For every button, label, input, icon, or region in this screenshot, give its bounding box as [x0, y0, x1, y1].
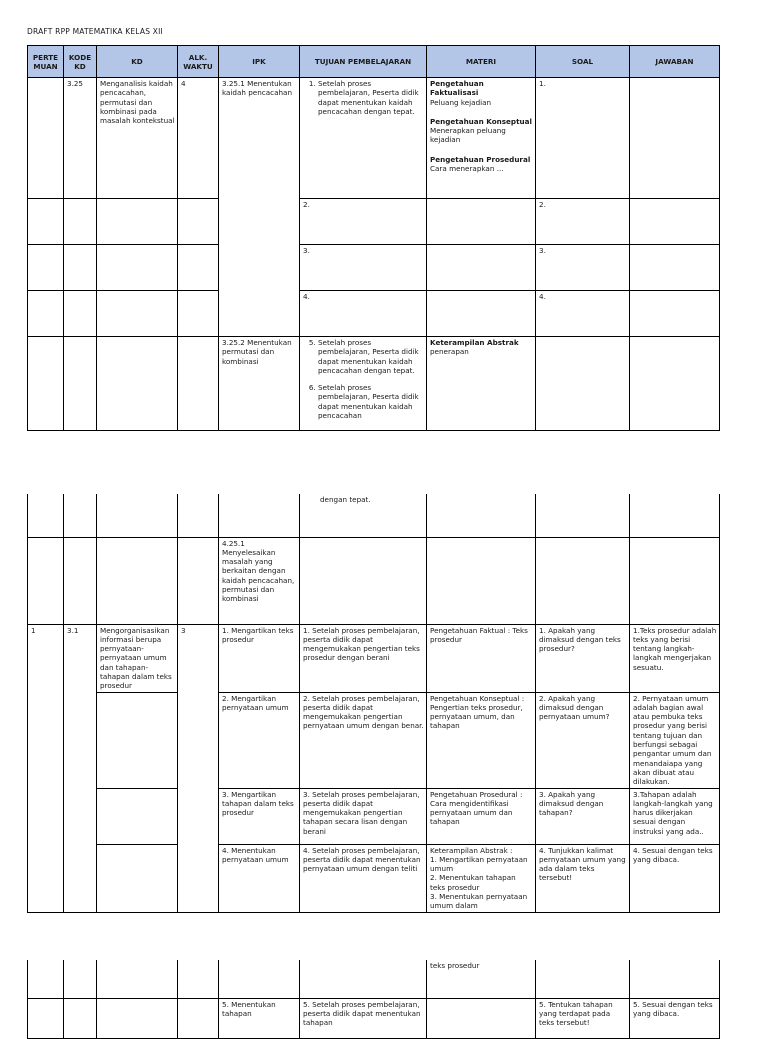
cell-soal: 1. Apakah yang dimaksud dengan teks prosedur?: [536, 624, 630, 692]
table-row: [28, 624, 720, 692]
cell-soal: 1.: [536, 78, 630, 199]
materi-line: Keterampilan Abstrak :: [430, 845, 513, 855]
cell-kd: [97, 844, 178, 912]
table-row: [28, 78, 720, 199]
table-header-row: [28, 46, 720, 78]
cell-kd: Menganalisis kaidah pencacahan, permutasi dan kombinasi pada masalah kontekstual: [97, 78, 178, 199]
cell-tujuan: [300, 960, 427, 998]
cell-soal: 2.: [536, 199, 630, 245]
cell-pertemuan: [28, 960, 64, 998]
cell-materi: [427, 998, 536, 1038]
rpp-table-page-3: [27, 960, 720, 1039]
cell-ipk: 4.25.1 Menyelesaikan masalah yang berkaitan dengan kaidah pencacahan, permutasi dan kombinasi: [219, 537, 300, 624]
cell-jawaban: [630, 291, 720, 337]
materi-text: Cara menerapkan …: [430, 164, 504, 174]
cell-jawaban: [630, 78, 720, 199]
header-pertemuan: PERTE MUAN: [28, 46, 64, 78]
cell-kd: Mengorganisasikan informasi berupa pernyataan-pernyataan umum dan tahapan-tahapan dalam teks prosedur: [97, 624, 178, 692]
header-soal: SOAL: [536, 46, 630, 78]
table-row: [28, 960, 720, 998]
cell-materi: [427, 494, 536, 537]
header-materi: MATERI: [427, 46, 536, 78]
cell-alk-waktu: [178, 960, 219, 998]
cell-pertemuan: [28, 537, 64, 624]
tujuan-item: 5. Setelah proses pembelajaran, Peserta didik dapat menentukan kaidah pencacahan dengan tepat.: [318, 338, 424, 375]
table-row: [28, 788, 720, 844]
rpp-table-page-2: [27, 494, 720, 913]
cell-kd: [97, 337, 178, 431]
cell-soal: 4. Tunjukkan kalimat pernyataan umum yang ada dalam teks tersebut!: [536, 844, 630, 912]
cell-alk-waktu: [178, 291, 219, 337]
cell-tujuan: [300, 337, 427, 431]
cell-alk-waktu: [178, 337, 219, 431]
cell-soal: [536, 494, 630, 537]
cell-alk-waktu: [178, 692, 219, 788]
cell-jawaban: [630, 494, 720, 537]
cell-materi: Pengetahuan Prosedural : Cara mengidentifikasi pernyataan umum dan tahapan: [427, 788, 536, 844]
cell-alk-waktu: [178, 245, 219, 291]
cell-soal: [536, 960, 630, 998]
header-kd: KD: [97, 46, 178, 78]
cell-kd: [97, 998, 178, 1038]
cell-kode-kd: [64, 245, 97, 291]
cell-kd: [97, 692, 178, 788]
cell-materi: [427, 78, 536, 199]
cell-tujuan: 4.: [300, 291, 427, 337]
cell-alk-waktu: 4: [178, 78, 219, 199]
materi-line: 1. Mengartikan pernyataan umum: [430, 854, 528, 874]
rpp-table-page-1: [27, 45, 720, 431]
cell-kode-kd: [64, 537, 97, 624]
cell-soal: 4.: [536, 291, 630, 337]
cell-tujuan: 4. Setelah proses pembelajaran, peserta didik dapat menentukan pernyataan umum dengan teliti: [300, 844, 427, 912]
cell-tujuan: [300, 78, 427, 199]
cell-kd: [97, 494, 178, 537]
cell-jawaban: [630, 537, 720, 624]
table-row: [28, 537, 720, 624]
materi-heading: Pengetahuan Konseptual: [430, 116, 532, 126]
cell-pertemuan: [28, 844, 64, 912]
document-title: DRAFT RPP MATEMATIKA KELAS XII: [27, 27, 163, 36]
cell-kode-kd: [64, 788, 97, 844]
cell-kd: [97, 788, 178, 844]
cell-ipk: [219, 494, 300, 537]
tujuan-continuation: dengan tepat.: [320, 495, 371, 504]
cell-pertemuan: [28, 998, 64, 1038]
cell-jawaban: 1.Teks prosedur adalah teks yang berisi tentang langkah-langkah mengerjakan sesuatu.: [630, 624, 720, 692]
materi-text: Menerapkan peluang kejadian: [430, 126, 506, 145]
cell-kode-kd: [64, 291, 97, 337]
cell-alk-waktu: [178, 537, 219, 624]
cell-ipk: 3.25.1 Menentukan kaidah pencacahan: [219, 78, 300, 337]
cell-soal: [536, 337, 630, 431]
cell-materi: [427, 337, 536, 431]
cell-jawaban: [630, 199, 720, 245]
header-kode-kd: KODE KD: [64, 46, 97, 78]
table-row: [28, 245, 720, 291]
cell-alk-waktu: [178, 844, 219, 912]
cell-ipk: 4. Menentukan pernyataan umum: [219, 844, 300, 912]
cell-soal: [536, 537, 630, 624]
table-row: [28, 337, 720, 431]
cell-pertemuan: [28, 291, 64, 337]
cell-kode-kd: [64, 844, 97, 912]
materi-heading: Pengetahuan Prosedural: [430, 154, 531, 164]
table-row: [28, 291, 720, 337]
cell-ipk: 1. Mengartikan teks prosedur: [219, 624, 300, 692]
cell-materi: [427, 537, 536, 624]
cell-alk-waktu: [178, 199, 219, 245]
cell-kode-kd: [64, 960, 97, 998]
cell-pertemuan: [28, 337, 64, 431]
table-row: [28, 199, 720, 245]
cell-materi: [427, 291, 536, 337]
cell-kd: [97, 537, 178, 624]
cell-tujuan: 3. Setelah proses pembelajaran, peserta didik dapat mengemukakan pengertian tahapan secara lisan dengan berani: [300, 788, 427, 844]
table-row: [28, 998, 720, 1038]
table-row: [28, 844, 720, 912]
tujuan-item: 1. Setelah proses pembelajaran, Peserta didik dapat menentukan kaidah pencacahan dengan tepat.: [318, 79, 424, 116]
cell-jawaban: 4. Sesuai dengan teks yang dibaca.: [630, 844, 720, 912]
materi-text: penerapan: [430, 347, 469, 357]
cell-materi: Pengetahuan Faktual : Teks prosedur: [427, 624, 536, 692]
materi-line: 3. Menentukan pernyataan umum dalam: [430, 892, 528, 911]
cell-ipk: [219, 960, 300, 998]
table-row: [28, 494, 720, 537]
cell-materi: [427, 199, 536, 245]
cell-pertemuan: [28, 788, 64, 844]
cell-pertemuan: 1: [28, 624, 64, 692]
cell-soal: 2. Apakah yang dimaksud dengan pernyataan umum?: [536, 692, 630, 788]
table-row: [28, 692, 720, 788]
cell-jawaban: 2. Pernyataan umum adalah bagian awal atau pembuka teks prosedur yang berisi tentang tujuan dan berfungsi sebagai pengantar umum dan menandaiapa yang akan dibuat atau dilakukan.: [630, 692, 720, 788]
cell-kode-kd: [64, 199, 97, 245]
cell-tujuan: [300, 494, 427, 537]
cell-kode-kd: [64, 494, 97, 537]
cell-materi: [427, 245, 536, 291]
cell-tujuan: [300, 537, 427, 624]
cell-kd: [97, 960, 178, 998]
cell-materi: [427, 844, 536, 912]
tujuan-item: 6. Setelah proses pembelajaran, Peserta didik dapat menentukan kaidah pencacahan: [318, 383, 424, 420]
materi-line: 2. Menentukan tahapan teks prosedur: [430, 873, 516, 892]
header-tujuan: TUJUAN PEMBELAJARAN: [300, 46, 427, 78]
cell-kode-kd: 3.1: [64, 624, 97, 692]
cell-materi: Pengetahuan Konseptual : Pengertian teks prosedur, pernyataan umum, dan tahapan: [427, 692, 536, 788]
cell-kode-kd: 3.25: [64, 78, 97, 199]
cell-jawaban: [630, 960, 720, 998]
cell-pertemuan: [28, 692, 64, 788]
header-alk-waktu: ALK. WAKTU: [178, 46, 219, 78]
cell-ipk: 5. Menentukan tahapan: [219, 998, 300, 1038]
materi-text: Peluang kejadian: [430, 97, 492, 107]
cell-tujuan: 3.: [300, 245, 427, 291]
materi-heading: Keterampilan Abstrak: [430, 338, 519, 347]
cell-pertemuan: [28, 494, 64, 537]
cell-kode-kd: [64, 998, 97, 1038]
cell-materi: teks prosedur: [427, 960, 536, 998]
cell-pertemuan: [28, 199, 64, 245]
cell-kode-kd: [64, 692, 97, 788]
cell-kd: [97, 291, 178, 337]
cell-jawaban: 3.Tahapan adalah langkah-langkah yang harus dikerjakan sesuai dengan instruksi yang ada..: [630, 788, 720, 844]
cell-tujuan: 2. Setelah proses pembelajaran, peserta didik dapat mengemukakan pengertian pernyataan umum dengan benar.: [300, 692, 427, 788]
cell-alk-waktu: 3: [178, 624, 219, 692]
cell-tujuan: 1. Setelah proses pembelajaran, peserta didik dapat mengemukakan pengertian teks prosedur dengan berani: [300, 624, 427, 692]
cell-alk-waktu: [178, 788, 219, 844]
cell-soal: 3.: [536, 245, 630, 291]
cell-tujuan: 2.: [300, 199, 427, 245]
cell-kode-kd: [64, 337, 97, 431]
header-ipk: IPK: [219, 46, 300, 78]
cell-ipk: 3.25.2 Menentukan permutasi dan kombinasi: [219, 337, 300, 431]
cell-alk-waktu: [178, 494, 219, 537]
cell-pertemuan: [28, 245, 64, 291]
cell-soal: 5. Tentukan tahapan yang terdapat pada teks tersebut!: [536, 998, 630, 1038]
cell-jawaban: [630, 245, 720, 291]
cell-kd: [97, 199, 178, 245]
header-jawaban: JAWABAN: [630, 46, 720, 78]
cell-jawaban: 5. Sesuai dengan teks yang dibaca.: [630, 998, 720, 1038]
cell-ipk: 2. Mengartikan pernyataan umum: [219, 692, 300, 788]
cell-kd: [97, 245, 178, 291]
cell-ipk: 3. Mengartikan tahapan dalam teks prosedur: [219, 788, 300, 844]
cell-pertemuan: [28, 78, 64, 199]
materi-heading: Pengetahuan Faktualisasi: [430, 79, 484, 98]
cell-tujuan: 5. Setelah proses pembelajaran, peserta didik dapat menentukan tahapan: [300, 998, 427, 1038]
cell-alk-waktu: [178, 998, 219, 1038]
cell-soal: 3. Apakah yang dimaksud dengan tahapan?: [536, 788, 630, 844]
cell-jawaban: [630, 337, 720, 431]
